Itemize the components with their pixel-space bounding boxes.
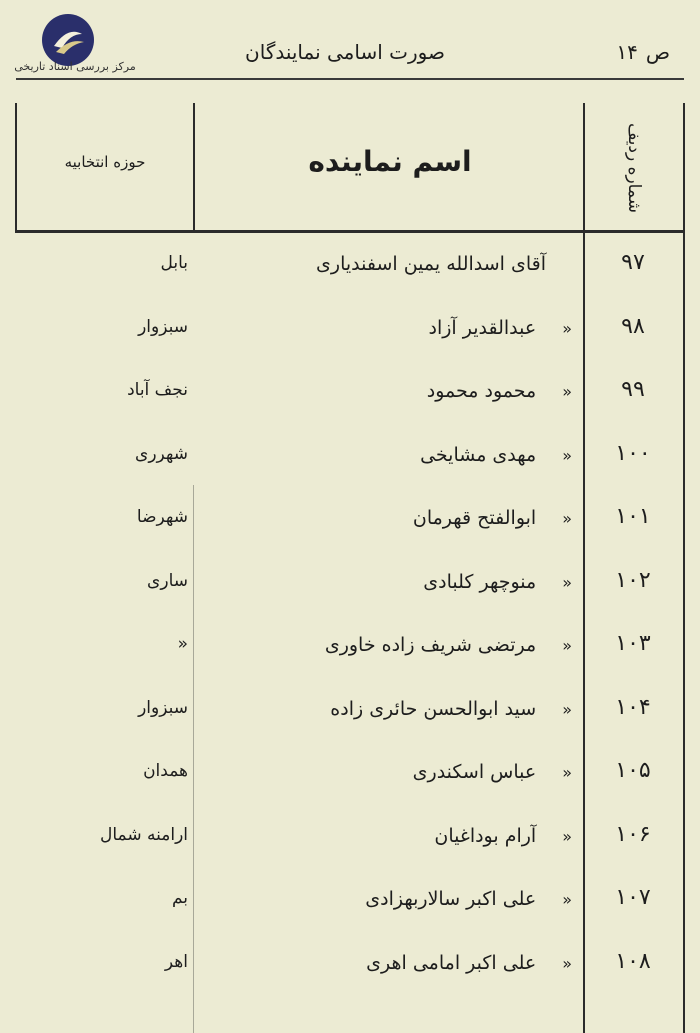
table-row bbox=[0, 551, 700, 615]
electoral-district: « bbox=[177, 634, 188, 654]
table-row bbox=[0, 424, 700, 488]
row-number: ۹۸ bbox=[621, 313, 645, 339]
representative-name bbox=[200, 507, 572, 529]
row-number: ۱۰۶ bbox=[615, 821, 651, 847]
archive-logo-text: مرکز بررسی اسناد تاریخی bbox=[14, 60, 136, 73]
column-header-row-number bbox=[588, 110, 680, 225]
representative-name bbox=[200, 571, 572, 593]
table-row bbox=[0, 297, 700, 361]
table-row bbox=[0, 614, 700, 678]
ditto-mark: « bbox=[562, 318, 572, 338]
representative-name-text: آقای اسدالله یمین اسفندیاری bbox=[316, 253, 546, 275]
electoral-district: ساری bbox=[147, 570, 188, 591]
ditto-mark: « bbox=[562, 890, 572, 909]
electoral-district: بابل bbox=[160, 253, 188, 273]
row-number: ۱۰۸ bbox=[615, 948, 651, 974]
representative-name bbox=[200, 952, 572, 974]
representative-name-text: آرام بوداغیان bbox=[434, 824, 537, 847]
row-number: ۹۹ bbox=[621, 377, 645, 402]
table-row bbox=[0, 487, 700, 551]
representative-name-text: علی اکبر سالاربهزادی bbox=[365, 888, 537, 910]
row-number: ۱۰۲ bbox=[615, 567, 651, 593]
electoral-district: شهرری bbox=[135, 443, 188, 464]
representative-name bbox=[200, 761, 572, 783]
ditto-mark: « bbox=[562, 699, 572, 719]
column-header-row-number-label: شماره ردیف bbox=[623, 122, 644, 213]
ditto-mark: « bbox=[562, 826, 572, 846]
electoral-district: سبزوار bbox=[138, 316, 188, 337]
page-number bbox=[574, 40, 674, 64]
row-number: ۱۰۷ bbox=[615, 885, 651, 910]
header-rule bbox=[16, 78, 684, 80]
row-number: ۱۰۴ bbox=[615, 694, 651, 720]
electoral-district: نجف آباد bbox=[127, 380, 188, 400]
row-number: ۱۰۰ bbox=[615, 440, 651, 466]
table-row bbox=[0, 741, 700, 805]
electoral-district: بم bbox=[171, 888, 188, 908]
representative-name bbox=[200, 698, 572, 720]
table-row bbox=[0, 233, 700, 297]
table-row bbox=[0, 360, 700, 424]
page-title: صورت اسامی نمایندگان bbox=[245, 40, 445, 64]
representative-name bbox=[200, 317, 572, 339]
page-number-value: ۱۴ bbox=[616, 40, 638, 64]
electoral-district: همدان bbox=[143, 761, 188, 781]
representative-name-text: محمود محمود bbox=[426, 380, 537, 402]
representatives-table bbox=[0, 233, 700, 995]
electoral-district: شهرضا bbox=[136, 507, 188, 527]
representative-name bbox=[200, 634, 572, 656]
ditto-mark: « bbox=[562, 382, 572, 401]
table-row bbox=[0, 868, 700, 932]
representative-name bbox=[200, 888, 572, 910]
column-header-name: اسم نماینده bbox=[308, 145, 472, 178]
representative-name-text: علی اکبر امامی اهری bbox=[366, 951, 537, 974]
representative-name-text: مهدی مشایخی bbox=[420, 443, 537, 466]
row-number: ۱۰۱ bbox=[615, 504, 651, 529]
ditto-mark: « bbox=[562, 763, 572, 782]
table-divider-district bbox=[193, 103, 195, 233]
row-number: ۹۷ bbox=[621, 250, 645, 275]
table-row bbox=[0, 805, 700, 869]
representative-name-text: منوچهر کلبادی bbox=[423, 570, 537, 593]
representative-name bbox=[200, 825, 572, 847]
page-prefix: ص bbox=[645, 40, 670, 64]
representative-name-text: عبدالقدیر آزاد bbox=[428, 316, 537, 339]
table-border-left bbox=[15, 103, 17, 233]
ditto-mark: « bbox=[562, 445, 572, 465]
table-row bbox=[0, 932, 700, 996]
row-number: ۱۰۵ bbox=[615, 758, 651, 783]
electoral-district: ارامنه شمال bbox=[99, 824, 188, 845]
ditto-mark: « bbox=[562, 953, 572, 973]
column-header-district: حوزه انتخابیه bbox=[64, 153, 146, 171]
electoral-district: سبزوار bbox=[138, 697, 188, 718]
representative-name-text: سید ابوالحسن حائری زاده bbox=[330, 697, 537, 720]
representative-name bbox=[200, 253, 572, 275]
row-number: ۱۰۳ bbox=[615, 631, 651, 656]
table-row bbox=[0, 678, 700, 742]
representative-name bbox=[200, 444, 572, 466]
ditto-mark: « bbox=[562, 636, 572, 655]
electoral-district: اهر bbox=[164, 951, 188, 972]
representative-name-text: مرتضی شریف زاده خاوری bbox=[324, 634, 537, 656]
representative-name-text: عباس اسکندری bbox=[412, 761, 537, 783]
representative-name-text: ابوالفتح قهرمان bbox=[412, 507, 537, 529]
representative-name bbox=[200, 380, 572, 402]
ditto-mark: « bbox=[562, 572, 572, 592]
ditto-mark: « bbox=[562, 509, 572, 528]
